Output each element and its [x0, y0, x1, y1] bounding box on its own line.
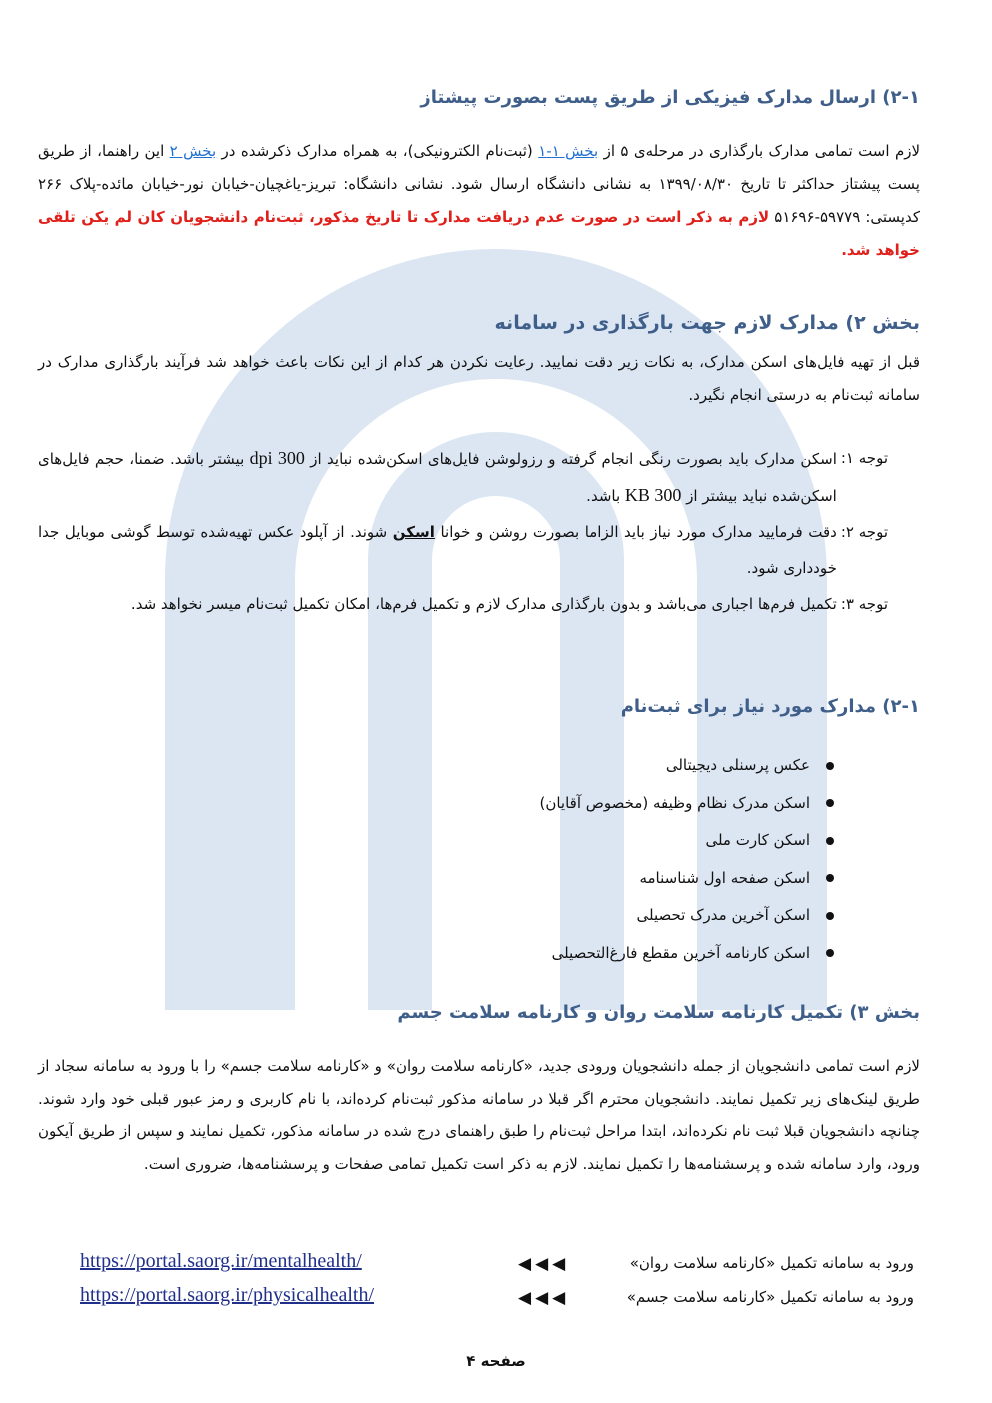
link-row-label: ورود به سامانه تکمیل «کارنامه سلامت روان» — [629, 1254, 914, 1272]
list-item: عکس پرسنلی دیجیتالی — [236, 747, 836, 785]
para-text: این راهنما، از طریق پست پیشتاز حداکثر تا تاریخ ۱۳۹۹/۰۸/۳۰ به نشانی دانشگاه ارسال شود. نشانی دانشگاه: تبریز-یاغچیان-خیابان نور-خیابان مائده-پلاک ۲۶۶ کدپستی: ۵۹۷۷۹-۵۱۶۹۶ — [38, 142, 921, 226]
page-number: صفحه ۴ — [466, 1352, 526, 1370]
section-2-heading: بخش ۲) مدارک لازم جهت بارگذاری در سامانه — [494, 312, 920, 334]
scan-emphasis: اسکن — [392, 523, 435, 541]
list-item: اسکن مدرک نظام وظیفه (مخصوص آقایان) — [236, 785, 836, 823]
section-2-1-paragraph — [38, 135, 920, 267]
bullet-icon — [826, 912, 834, 920]
physical-health-url[interactable]: https://portal.saorg.ir/physicalhealth/ — [80, 1284, 375, 1306]
note-label: توجه ۳: — [840, 595, 888, 613]
required-docs-list — [236, 747, 836, 972]
left-arrows-icon: ◀◀◀ — [518, 1288, 570, 1308]
note-label: توجه ۲: — [840, 523, 888, 541]
para-text: (ثبت‌نام الکترونیکی)، به همراه مدارک ذکرشده در — [216, 142, 539, 160]
note-1 — [38, 440, 888, 514]
section-2-intro: قبل از تهیه فایل‌های اسکن مدارک، به نکات زیر دقت نمایید. رعایت نکردن هر کدام از این نکات باعث خواهد شد فرآیند بارگذاری مدارک در سامانه ثبت‌نام به درستی انجام نگیرد. — [38, 353, 920, 404]
section-2-1-heading: ۲-۱) ارسال مدارک فیزیکی از طریق پست بصورت پیشتاز — [420, 87, 920, 108]
link-section-2[interactable]: بخش ۲ — [169, 142, 217, 160]
kb-value: 300 KB — [624, 485, 682, 505]
note-label: توجه ۱: — [840, 449, 888, 467]
mental-health-url[interactable]: https://portal.saorg.ir/mentalhealth/ — [80, 1250, 362, 1272]
section-3-paragraph: لازم است تمامی دانشجویان از جمله دانشجویان ورودی جدید، «کارنامه سلامت روان» و «کارنامه سلامت جسم» را با ورود به سامانه سجاد از طریق لینک‌های زیر تکمیل نمایند. دانشجویان محترم اگر قبلا در سامانه مذکور ثبت‌نام کرده‌اند، با نام کاربری و رمز عبور قبلی خود وارد شوند. چنانچه دانشجویان قبلا ثبت نام نکرده‌اند، ابتدا مراحل ثبت‌نام را طبق راهنمای درج شده در سامانه مذکور، تکمیل نمایند و سپس از طریق آیکون ورود، وارد سامانه شده و پرسشنامه‌ها را تکمیل نمایند. لازم به ذکر است تکمیل تمامی صفحات و پرسشنامه‌ها، ضروری است. — [38, 1057, 920, 1173]
note-text: اسکن مدارک باید بصورت رنگی انجام گرفته و رزولوشن فایل‌های اسکن‌شده نباید از 300 dpi بیشتر باشد. ضمنا، حجم فایل‌های اسکن‌شده نباید بیشتر از 300 KB باشد. — [38, 448, 837, 505]
bullet-icon — [826, 874, 834, 882]
note-3 — [38, 586, 888, 622]
bullet-icon — [826, 837, 834, 845]
deadline-warning: لازم به ذکر است در صورت عدم دریافت مدارک تا تاریخ مذکور، ثبت‌نام دانشجویان کان لم یکن تلقی خواهد شد. — [38, 208, 920, 259]
left-arrows-icon: ◀◀◀ — [518, 1254, 570, 1274]
dpi-value: 300 dpi — [249, 448, 305, 468]
link-section-1-1[interactable]: بخش ۱-۱ — [538, 142, 599, 160]
list-item: اسکن صفحه اول شناسنامه — [236, 860, 836, 898]
list-item: اسکن آخرین مدرک تحصیلی — [236, 897, 836, 935]
physical-health-link-row — [38, 1284, 920, 1314]
note-2 — [38, 514, 888, 586]
required-docs-heading: ۲-۱) مدارک مورد نیاز برای ثبت‌نام — [620, 696, 920, 717]
bullet-icon — [826, 762, 834, 770]
list-item: اسکن کارنامه آخرین مقطع فارغ‌التحصیلی — [236, 935, 836, 973]
section-3-heading: بخش ۳) تکمیل کارنامه سلامت روان و کارنامه سلامت جسم — [397, 1002, 920, 1023]
link-row-label: ورود به سامانه تکمیل «کارنامه سلامت جسم» — [626, 1288, 914, 1306]
notes-list — [38, 440, 888, 622]
bullet-icon — [826, 799, 834, 807]
bullet-icon — [826, 949, 834, 957]
note-text: تکمیل فرم‌ها اجباری می‌باشد و بدون بارگذاری مدارک لازم و تکمیل فرم‌ها، امکان تکمیل ثبت‌نام میسر نخواهد شد. — [130, 595, 837, 613]
note-text: دقت فرمایید مدارک مورد نیاز باید الزاما بصورت روشن و خوانا اسکن شوند. از آپلود عکس تهیه‌شده توسط گوشی موبایل جدا خودداری شود. — [38, 523, 837, 577]
list-item: اسکن کارت ملی — [236, 822, 836, 860]
para-text: لازم است تمامی مدارک بارگذاری در مرحله‌ی ۵ از — [598, 142, 921, 160]
mental-health-link-row — [38, 1250, 920, 1280]
